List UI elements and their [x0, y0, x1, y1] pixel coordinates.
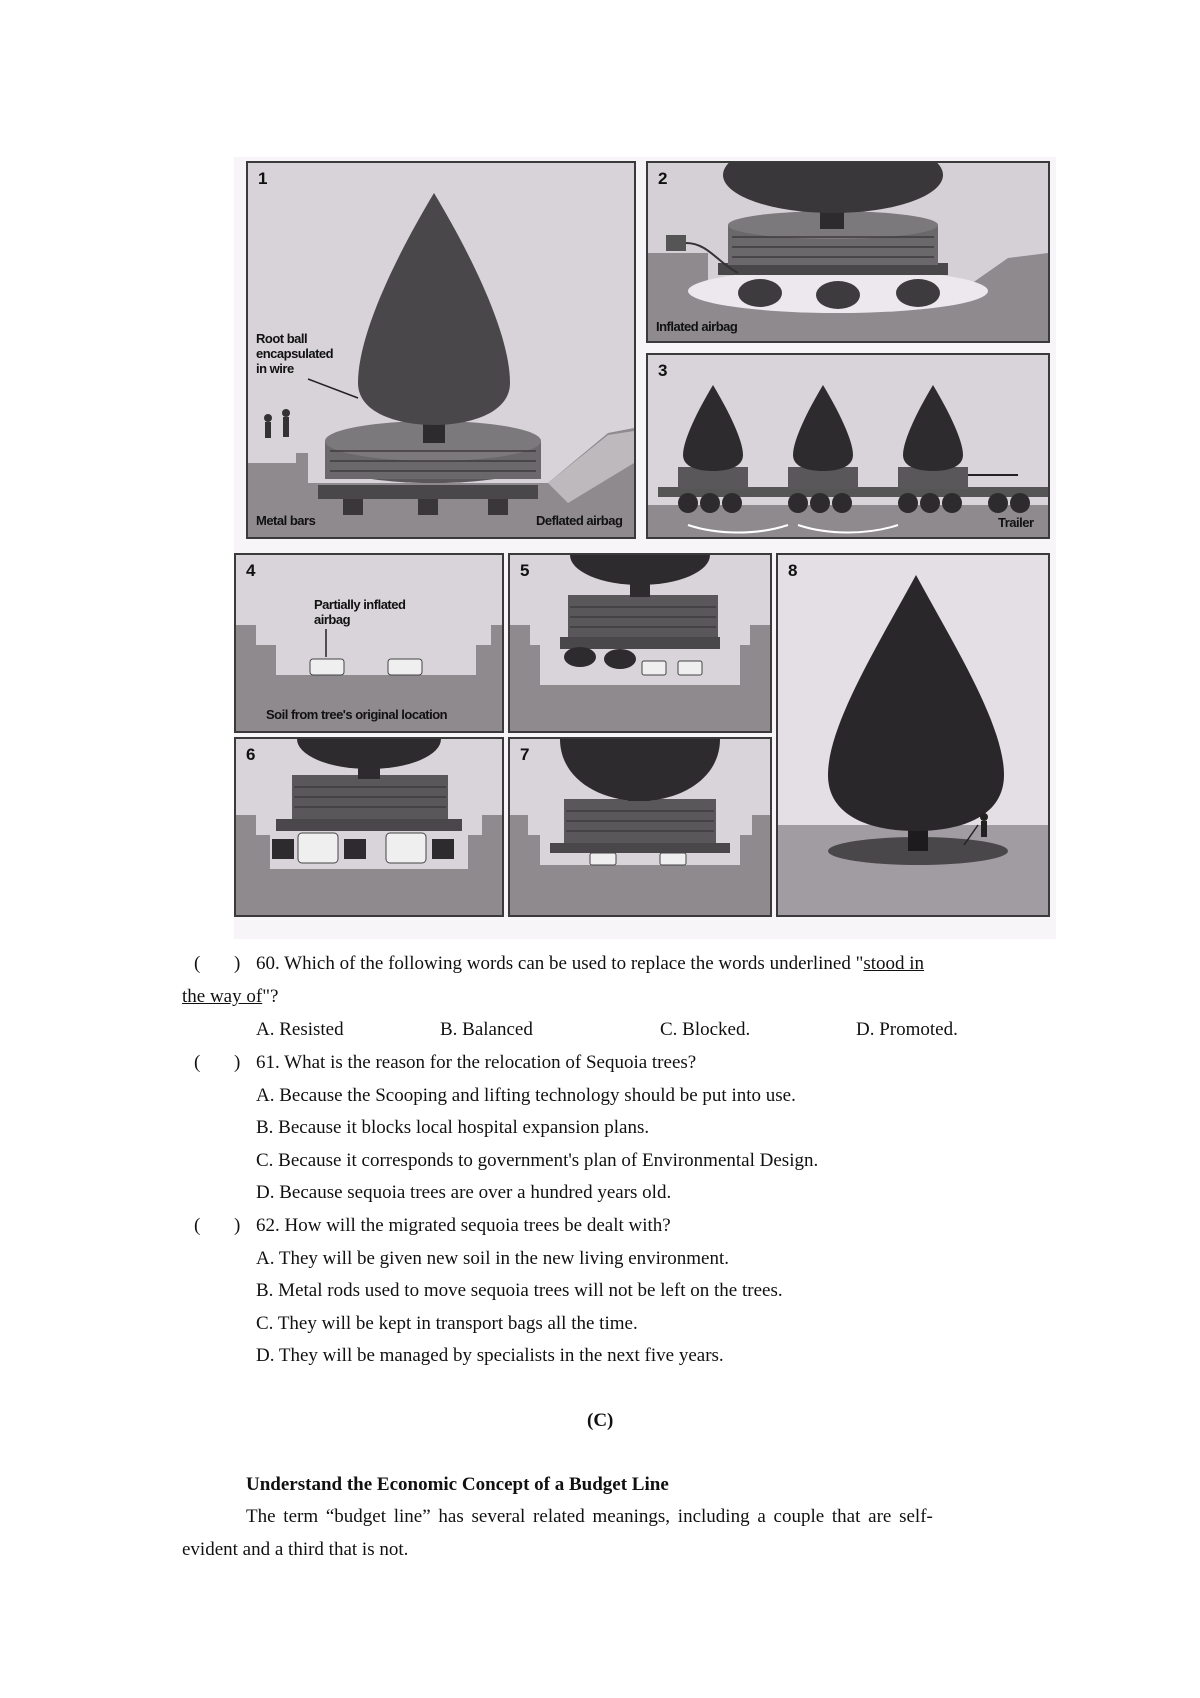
answer-paren-open[interactable]: ( — [194, 1215, 201, 1236]
panel-7-illustration — [510, 739, 770, 915]
question-text — [256, 953, 924, 975]
question-number: 62. — [256, 1215, 280, 1236]
question-text-after: "? — [262, 986, 279, 1007]
option-a[interactable]: A. Because the Scooping and lifting technology should be put into use. — [256, 1085, 796, 1106]
option-a[interactable]: A. They will be given new soil in the new living environment. — [256, 1248, 729, 1269]
answer-paren-close[interactable]: ) — [234, 1052, 241, 1073]
panel-4-illustration — [236, 555, 502, 731]
answer-paren-close[interactable]: ) — [234, 953, 241, 974]
option-c[interactable]: C. Because it corresponds to government's plan of Environmental Design. — [256, 1150, 819, 1171]
answer-paren-open[interactable]: ( — [194, 953, 201, 974]
question-text-line-2 — [182, 986, 278, 1008]
question-text — [256, 1052, 696, 1074]
inflated-airbag-label: Inflated airbag — [656, 319, 738, 334]
panel-number: 6 — [246, 745, 256, 764]
answer-paren-close[interactable]: ) — [234, 1215, 241, 1236]
panel-6 — [234, 737, 504, 917]
panel-4 — [234, 553, 504, 733]
option-d[interactable]: D. Because sequoia trees are over a hundred years old. — [256, 1182, 672, 1203]
panel-number: 2 — [658, 169, 668, 188]
paragraph-line-2: evident and a third that is not. — [182, 1539, 409, 1560]
question-body: How will the migrated sequoia trees be dealt with? — [284, 1215, 671, 1236]
question-number: 60. — [256, 953, 280, 974]
panel-2-illustration — [648, 163, 1048, 341]
underlined-phrase-part-2: the way of — [182, 986, 263, 1007]
panel-1 — [246, 161, 636, 539]
option-d[interactable]: D. Promoted. — [856, 1019, 958, 1040]
panel-number: 7 — [520, 745, 530, 764]
root-ball-label: Root ball encapsulated in wire — [256, 331, 334, 376]
panel-number: 3 — [658, 361, 668, 380]
underlined-phrase-part-1: stood in — [863, 953, 925, 974]
panel-number: 1 — [258, 169, 268, 188]
option-b[interactable]: B. Balanced — [440, 1019, 533, 1040]
panel-5 — [508, 553, 772, 733]
metal-bars-label: Metal bars — [256, 513, 316, 528]
soil-label: Soil from tree's original location — [266, 707, 448, 722]
panel-8-illustration — [778, 555, 1048, 915]
question-text-before: Which of the following words can be used to replace the words underlined " — [284, 953, 864, 974]
option-a[interactable]: A. Resisted — [256, 1019, 344, 1040]
panel-number: 8 — [788, 561, 798, 580]
question-body: What is the reason for the relocation of Sequoia trees? — [284, 1052, 697, 1073]
sequoia-relocation-figure — [234, 157, 1056, 939]
option-b[interactable]: B. Metal rods used to move sequoia trees will not be left on the trees. — [256, 1280, 783, 1301]
panel-number: 5 — [520, 561, 530, 580]
panel-8 — [776, 553, 1050, 917]
panel-number: 4 — [246, 561, 256, 580]
panel-2 — [646, 161, 1050, 343]
section-label: (C) — [587, 1410, 614, 1431]
panel-3-illustration — [648, 355, 1048, 537]
section-title: Understand the Economic Concept of a Budget Line — [246, 1474, 669, 1495]
question-number: 61. — [256, 1052, 280, 1073]
question-text — [256, 1215, 671, 1237]
paragraph-line-1: The term “budget line” has several related meanings, including a couple that are self- — [246, 1506, 933, 1527]
answer-paren-open[interactable]: ( — [194, 1052, 201, 1073]
option-c[interactable]: C. They will be kept in transport bags all the time. — [256, 1313, 638, 1334]
option-b[interactable]: B. Because it blocks local hospital expansion plans. — [256, 1117, 650, 1138]
panel-7 — [508, 737, 772, 917]
option-c[interactable]: C. Blocked. — [660, 1019, 751, 1040]
panel-5-illustration — [510, 555, 770, 731]
option-d[interactable]: D. They will be managed by specialists in the next five years. — [256, 1345, 724, 1366]
deflated-airbag-label: Deflated airbag — [536, 513, 623, 528]
panel-3 — [646, 353, 1050, 539]
trailer-label: Trailer — [998, 515, 1034, 530]
panel-6-illustration — [236, 739, 502, 915]
partially-inflated-label: Partially inflated airbag — [314, 597, 406, 627]
